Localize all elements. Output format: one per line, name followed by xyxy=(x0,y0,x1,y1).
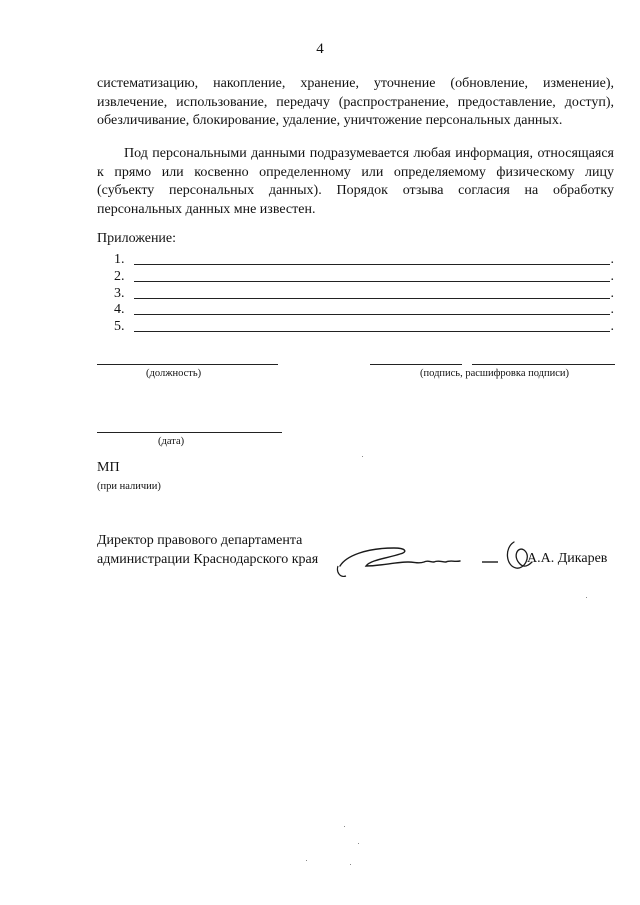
page-number: 4 xyxy=(316,41,324,57)
position-caption: (должность) xyxy=(146,368,202,379)
appendix-item-number: 1. xyxy=(114,252,125,267)
director-title-line2: администрации Краснодарского края xyxy=(97,551,319,567)
appendix-fill-line xyxy=(134,314,610,315)
appendix-item-number: 3. xyxy=(114,286,125,301)
appendix-item[interactable] xyxy=(114,251,614,268)
appendix-fill-line xyxy=(134,264,610,265)
date-line[interactable] xyxy=(97,432,282,433)
personal-data-definition-paragraph: Под персональными данными подразумевается любая информация, относящаяся к прямо или косвенно определенному или определяемому физическому лицу (субъекту персональных данных). Порядок отзыва согласия на обработку персональных данных мне известен. xyxy=(97,146,614,217)
director-title xyxy=(97,532,318,569)
signature-transcript-line[interactable] xyxy=(472,364,615,365)
scan-speck xyxy=(362,456,363,457)
consent-paragraph-continued: систематизацию, накопление, хранение, уточнение (обновление, изменение), извлечение, использование, передачу (распространение, предоставление, доступ), обезличивание, блокирование, удаление, уничтожение персональных данных. xyxy=(97,76,614,128)
scan-speck xyxy=(586,597,587,598)
appendix-item[interactable] xyxy=(114,301,614,318)
scan-speck xyxy=(358,843,359,844)
director-name: А.А. Дикарев xyxy=(527,551,608,566)
handwritten-signature xyxy=(336,526,536,582)
appendix-item[interactable] xyxy=(114,285,614,302)
appendix-fill-line xyxy=(134,298,610,299)
signature-caption: (подпись, расшифровка подписи) xyxy=(420,368,570,379)
appendix-fill-line xyxy=(134,281,610,282)
stamp-note: (при наличии) xyxy=(97,481,161,492)
position-line[interactable] xyxy=(97,364,278,365)
scan-speck xyxy=(344,826,345,827)
appendix-item-number: 4. xyxy=(114,302,125,317)
appendix-item-period: . xyxy=(610,286,614,301)
appendix-item-period: . xyxy=(610,302,614,317)
director-title-line1: Директор правового департамента xyxy=(97,533,303,548)
appendix-item-period: . xyxy=(610,319,614,334)
appendix-title: Приложение: xyxy=(97,231,177,246)
appendix-item[interactable] xyxy=(114,268,614,285)
scan-speck xyxy=(350,864,351,865)
date-caption: (дата) xyxy=(158,436,185,447)
stamp-label: МП xyxy=(97,460,120,475)
appendix-item-period: . xyxy=(610,252,614,267)
signature-line[interactable] xyxy=(370,364,462,365)
appendix-item[interactable] xyxy=(114,318,614,335)
appendix-item-number: 2. xyxy=(114,269,125,284)
appendix-item-period: . xyxy=(610,269,614,284)
appendix-fill-line xyxy=(134,331,610,332)
appendix-item-number: 5. xyxy=(114,319,125,334)
scan-speck xyxy=(306,860,307,861)
